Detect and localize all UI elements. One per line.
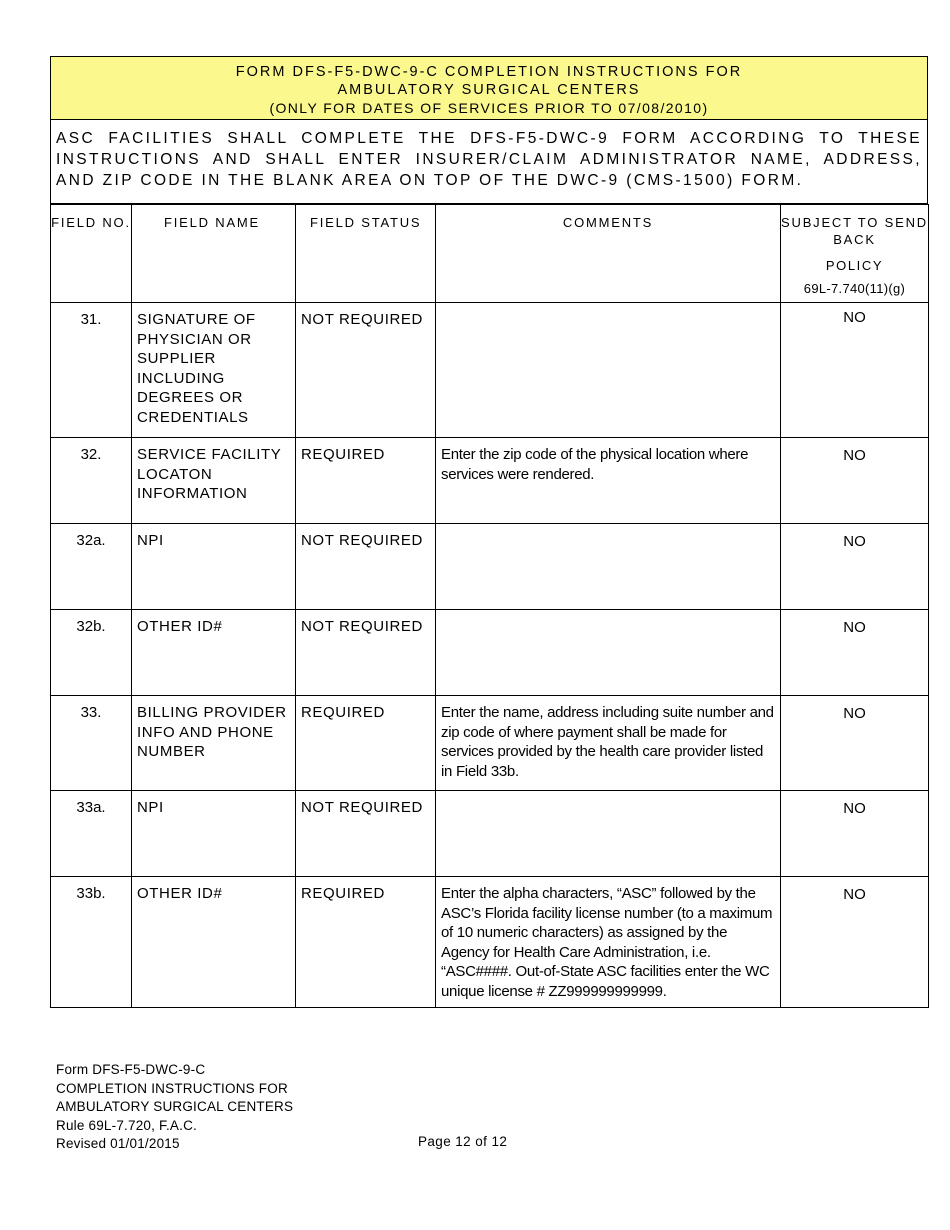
header-comments: COMMENTS <box>436 205 781 303</box>
send-back-cell: NO <box>781 524 929 610</box>
field-status-cell: NOT REQUIRED <box>296 524 436 610</box>
table-row <box>51 524 929 610</box>
field-no-cell: 33a. <box>51 791 132 877</box>
send-back-cell: NO <box>781 610 929 696</box>
comment-cell: Enter the zip code of the physical location where services were rendered. <box>436 438 781 524</box>
table-row <box>51 610 929 696</box>
comment-cell <box>436 303 781 438</box>
field-no-cell: 32a. <box>51 524 132 610</box>
field-name-cell: SIGNATURE OF PHYSICIAN OR SUPPLIER INCLUDING DEGREES OR CREDENTIALS <box>132 303 296 438</box>
send-back-cell: NO <box>781 303 929 438</box>
table-row <box>51 438 929 524</box>
footer-subtitle: AMBULATORY SURGICAL CENTERS <box>56 1099 294 1114</box>
send-back-cell: NO <box>781 877 929 1008</box>
footer-rule: Rule 69L-7.720, F.A.C. <box>56 1117 197 1133</box>
footer-revised: Revised 01/01/2015 <box>56 1136 180 1151</box>
field-status-cell: REQUIRED <box>296 877 436 1008</box>
instructions-table <box>50 204 929 1008</box>
field-status-cell: NOT REQUIRED <box>296 791 436 877</box>
field-status-cell: NOT REQUIRED <box>296 610 436 696</box>
field-status-cell: REQUIRED <box>296 438 436 524</box>
field-name-cell: OTHER ID# <box>132 610 296 696</box>
field-no-cell: 32b. <box>51 610 132 696</box>
form-subtitle: AMBULATORY SURGICAL CENTERS <box>337 82 641 98</box>
send-back-cell: NO <box>781 696 929 791</box>
send-back-cell: NO <box>781 438 929 524</box>
form-date-note: (ONLY FOR DATES OF SERVICES PRIOR TO 07/08/2010) <box>269 100 709 116</box>
field-name-cell: NPI <box>132 524 296 610</box>
table-row <box>51 791 929 877</box>
header-field-no: FIELD NO. <box>51 205 132 303</box>
field-name-cell: SERVICE FACILITY LOCATON INFORMATION <box>132 438 296 524</box>
header-policy: POLICY <box>825 258 884 273</box>
field-no-cell: 32. <box>51 438 132 524</box>
field-no-cell: 31. <box>51 303 132 438</box>
form-sheet <box>50 56 928 1008</box>
field-name-cell: NPI <box>132 791 296 877</box>
field-no-cell: 33. <box>51 696 132 791</box>
table-row <box>51 303 929 438</box>
field-name-cell: BILLING PROVIDER INFO AND PHONE NUMBER <box>132 696 296 791</box>
comment-cell <box>436 524 781 610</box>
footer-form-id: Form DFS-F5-DWC-9-C <box>56 1062 206 1077</box>
field-no-cell: 33b. <box>51 877 132 1008</box>
send-back-cell: NO <box>781 791 929 877</box>
comment-cell <box>436 791 781 877</box>
intro-instructions: ASC FACILITIES SHALL COMPLETE THE DFS-F5-DWC-9 FORM ACCORDING TO THESE INSTRUCTIONS AND SHALL ENTER INSURER/CLAIM ADMINISTRATOR NAME, ADDRESS, AND ZIP CODE IN THE BLANK AREA ON TOP OF THE DWC-9 (CMS-1500) FORM. <box>50 120 928 204</box>
field-name-cell: OTHER ID# <box>132 877 296 1008</box>
header-policy-rule: 69L-7.740(11)(g) <box>803 281 906 296</box>
comment-cell: Enter the alpha characters, “ASC” followed by the ASC’s Florida facility license number (to a maximum of 10 numeric characters) as assigned by the Agency for Health Care Administration, i.e. “ASC####. Out-of-State ASC facilities enter the WC unique license # ZZ999999999999. <box>436 877 781 1008</box>
form-title: FORM DFS-F5-DWC-9-C COMPLETION INSTRUCTIONS FOR <box>235 64 743 80</box>
table-header-row <box>51 205 929 303</box>
comment-cell: Enter the name, address including suite number and zip code of where payment shall be made for services provided by the health care provider listed in Field 33b. <box>436 696 781 791</box>
field-status-cell: NOT REQUIRED <box>296 303 436 438</box>
header-send-back: SUBJECT TO SEND BACK POLICY 69L-7.740(11)(g) <box>781 205 929 303</box>
form-footer <box>56 1061 293 1154</box>
field-status-cell: REQUIRED <box>296 696 436 791</box>
page-number: Page 12 of 12 <box>418 1134 508 1149</box>
header-field-status: FIELD STATUS <box>296 205 436 303</box>
table-row <box>51 696 929 791</box>
header-field-name: FIELD NAME <box>132 205 296 303</box>
footer-title: COMPLETION INSTRUCTIONS FOR <box>56 1080 288 1096</box>
comment-cell <box>436 610 781 696</box>
title-box <box>50 56 928 120</box>
table-row <box>51 877 929 1008</box>
